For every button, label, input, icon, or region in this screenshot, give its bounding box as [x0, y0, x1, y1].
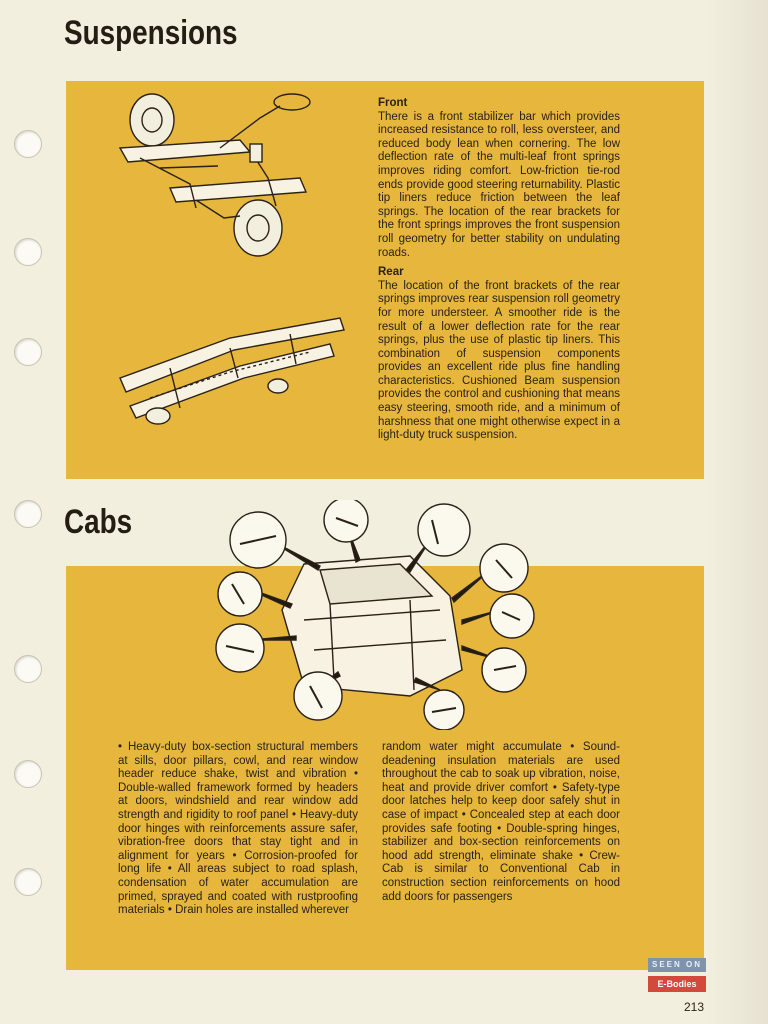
cabs-text-column-1	[118, 741, 358, 924]
binder-hole	[14, 868, 42, 896]
suspensions-text	[378, 97, 620, 449]
cabs-paragraph-2: random water might accumulate • Sound-deadening insulation materials are used throughout the cab to soak up vibration, noise, heat and provide driver comfort • Safety-type door latches help to keep door safely shut in case of impact • Concealed step at each door provides safe footing • Double-spring hinges, stabilizer and box-section reinforcements on hood add strength, eliminate shake • Crew-Cab is similar to Conventional Cab in construction section reinforcements on hood add doors for passengers	[382, 741, 620, 903]
cabs-text-column-2	[382, 741, 620, 910]
binder-hole	[14, 500, 42, 528]
cabs-title: Cabs	[64, 503, 133, 541]
rear-heading: Rear	[378, 266, 404, 279]
front-heading: Front	[378, 97, 408, 109]
page-number: 213	[683, 1000, 704, 1014]
binder-hole	[14, 338, 42, 366]
cab-cutaway-illustration	[200, 500, 540, 730]
watermark-line-1: SEEN ON	[648, 958, 706, 972]
binder-hole	[14, 655, 42, 683]
binder-hole	[14, 238, 42, 266]
rear-suspension-illustration	[110, 308, 350, 438]
front-paragraph: There is a front stabilizer bar which provides increased resistance to roll, less oversteer, and reduced body lean when cornering. The low deflection rate of the multi-leaf front springs improves riding comfort. Low-friction tie-rod ends provide good steering returnability. Plastic tip liners reduce friction between the leaf springs. The location of the rear brackets for the front springs improves the front suspension roll geometry for better stability on undulating roads.	[378, 110, 620, 259]
watermark-line-2: E-Bodies	[648, 976, 706, 992]
binder-hole	[14, 130, 42, 158]
suspensions-title: Suspensions	[64, 14, 238, 52]
cabs-paragraph-1: • Heavy-duty box-section structural members at sills, door pillars, cowl, and rear window header reduce shake, twist and vibration • Double-walled framework formed by headers at doors, windshield and rear window add strength and rigidity to roof panel • Heavy-duty door hinges with reinforcements assure safer, vibration-free doors that stay tight and in alignment for years • Corrosion-proofed for long life • All areas subject to road splash, condensation of water accumulation are primed, sprayed and coated with rustproofing materials • Drain holes are installed wherever	[118, 741, 358, 917]
page-edge-shadow	[706, 0, 768, 1024]
watermark-badge	[648, 958, 706, 996]
rear-paragraph: The location of the front brackets of the rear springs improves rear suspension roll geometry for more understeer. A smoother ride is the result of a lower deflection rate for the rear springs, plus the use of plastic tip liners. This combination of suspension components provides an excellent ride plus fine handling characteristics. Cushioned Beam suspension provides the control and cushioning that means easy steering, smooth ride, and a minimum of harshness that one might otherwise expect in a light-duty truck suspension.	[378, 279, 620, 442]
front-suspension-illustration	[100, 88, 340, 268]
binder-hole	[14, 760, 42, 788]
